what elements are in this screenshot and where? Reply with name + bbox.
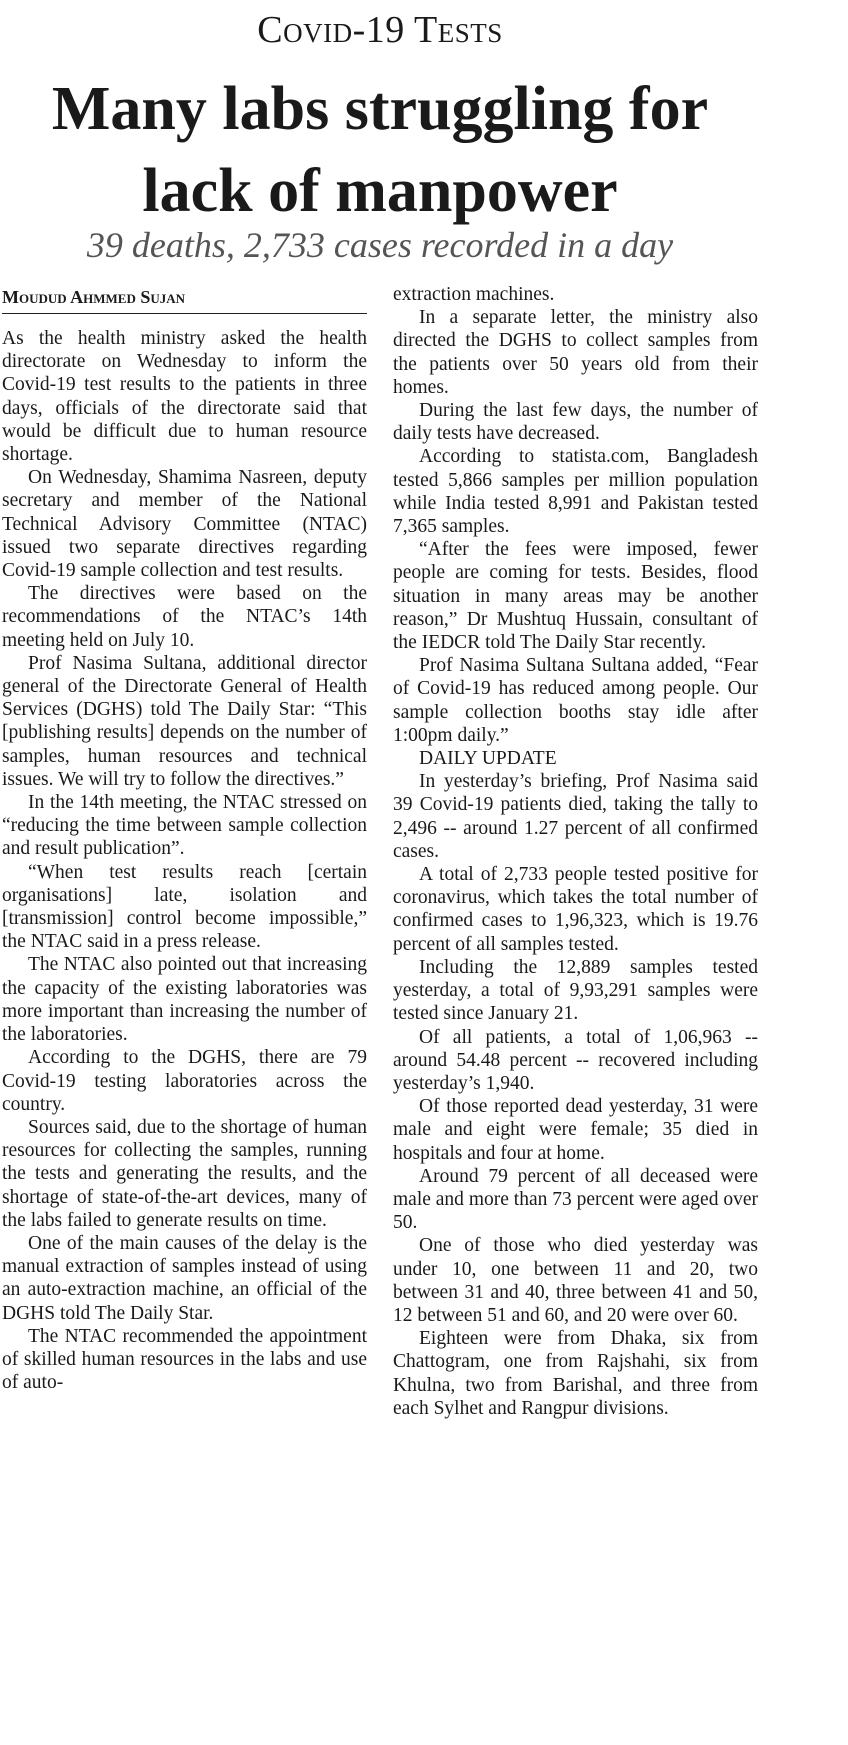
paragraph: Sources said, due to the shortage of human resources for collecting the samples, running the tests and generating the results, and the shortage of state-of-the-art devices, many of the labs failed to generate results on time. — [2, 1116, 367, 1231]
headline: Many labs struggling for lack of manpower — [51, 75, 709, 225]
paragraph: Prof Nasima Sultana Sultana added, “Fear of Covid-19 has reduced among people. Our sample collection booths stay idle after 1:00pm daily.” — [393, 655, 758, 746]
paragraph: During the last few days, the number of daily tests have decreased. — [393, 400, 758, 445]
paragraph: The NTAC recommended the appointment of skilled human resources in the labs and use of auto- — [2, 1325, 367, 1394]
paragraph: Of all patients, a total of 1,06,963 -- around 54.48 percent -- recovered including yesterday’s 1,940. — [393, 1026, 758, 1094]
byline: Moudud Ahmmed Sujan — [2, 287, 186, 307]
paragraph: In a separate letter, the ministry also directed the DGHS to collect samples from the patients over 50 years old from their homes. — [393, 307, 758, 398]
paragraph: Eighteen were from Dhaka, six from Chattogram, one from Rajshahi, six from Khulna, two from Barishal, and three from each Sylhet and Rangpur divisions. — [393, 1328, 758, 1419]
paragraph: On Wednesday, Shamima Nasreen, deputy secretary and member of the National Technical Advisory Committee (NTAC) issued two separate directives regarding Covid-19 sample collection and test results. — [2, 467, 367, 582]
paragraph: Around 79 percent of all deceased were male and more than 73 percent were aged over 50. — [393, 1165, 758, 1234]
article-column-2 — [393, 283, 758, 1420]
paragraph: According to statista.com, Bangladesh tested 5,866 samples per million population while India tested 8,991 and Pakistan tested 7,365 samples. — [393, 446, 758, 538]
paragraph: Prof Nasima Sultana, additional director general of the Directorate General of Health Services (DGHS) told The Daily Star: “This [publishing results] depends on the number of samples, human resources and technical issues. We will try to follow the directives.” — [2, 652, 367, 790]
paragraph: extraction machines. — [393, 284, 555, 305]
section-label: DAILY UPDATE — [419, 748, 557, 770]
paragraph: As the health ministry asked the health directorate on Wednesday to inform the Covid-19 test results to the patients in three days, officials of the directorate said that would be difficult due to human resource shortage. — [2, 328, 367, 466]
paragraph: “When test results reach [certain organisations] late, isolation and [transmission] control become impossible,” the NTAC said in a press release. — [2, 861, 367, 953]
paragraph: One of those who died yesterday was under 10, one between 11 and 20, two between 31 and 40, three between 41 and 50, 12 between 51 and 60, and 20 were over 60. — [393, 1235, 758, 1326]
paragraph: Of those reported dead yesterday, 31 were male and eight were female; 35 died in hospitals and four at home. — [393, 1096, 758, 1164]
byline-rule — [2, 313, 367, 314]
article-column-1 — [2, 327, 367, 1394]
paragraph: According to the DGHS, there are 79 Covid-19 testing laboratories across the country. — [2, 1047, 367, 1115]
paragraph: The NTAC also pointed out that increasing the capacity of the existing laboratories was more important than increasing the number of the laboratories. — [2, 954, 367, 1046]
subheadline: 39 deaths, 2,733 cases recorded in a day — [86, 225, 674, 265]
paragraph: A total of 2,733 people tested positive for coronavirus, which takes the total number of confirmed cases to 1,96,323, which is 19.76 percent of all samples tested. — [393, 864, 758, 955]
paragraph: In the 14th meeting, the NTAC stressed on “reducing the time between sample collection and result publication”. — [2, 792, 367, 860]
paragraph: The directives were based on the recommendations of the NTAC’s 14th meeting held on July 10. — [2, 583, 367, 651]
paragraph: In yesterday’s briefing, Prof Nasima said 39 Covid-19 patients died, taking the tally to 2,496 -- around 1.27 percent of all confirmed cases. — [393, 771, 758, 862]
paragraph: “After the fees were imposed, fewer people are coming for tests. Besides, flood situation in many areas may be another reason,” Dr Mushtuq Hussain, consultant of the IEDCR told The Daily Star recently. — [393, 539, 758, 654]
paragraph: Including the 12,889 samples tested yesterday, a total of 9,93,291 samples were tested since January 21. — [393, 956, 758, 1025]
paragraph: One of the main causes of the delay is the manual extraction of samples instead of using an auto-extraction machine, an official of the DGHS told The Daily Star. — [2, 1232, 367, 1324]
section-kicker: Covid-19 Tests — [257, 9, 503, 51]
